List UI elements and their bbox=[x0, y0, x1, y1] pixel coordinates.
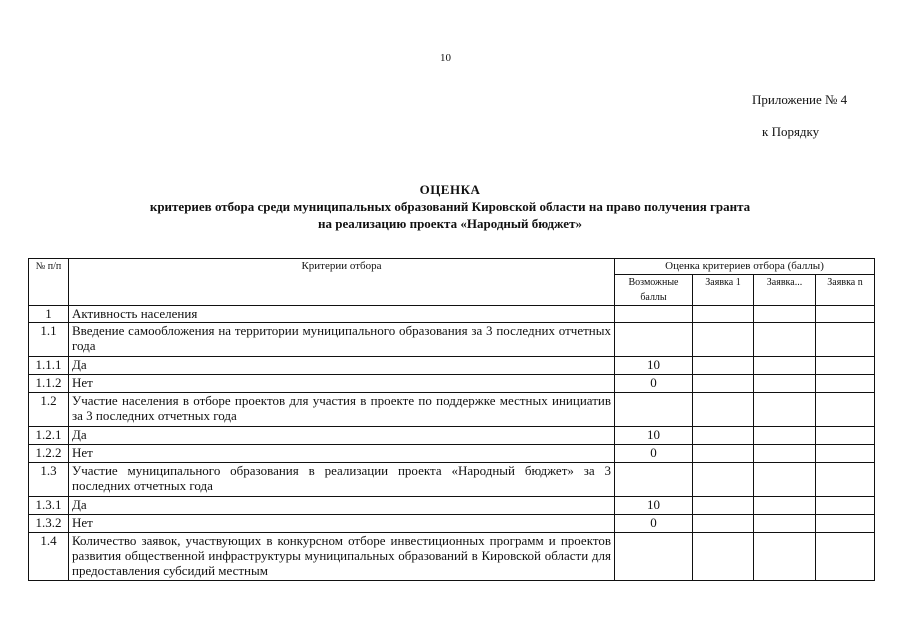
row-number: 1.2.1 bbox=[29, 427, 69, 445]
header-num: № п/п bbox=[29, 259, 69, 306]
table-row bbox=[29, 375, 875, 393]
table-row bbox=[29, 393, 875, 427]
row-points: 10 bbox=[615, 357, 693, 375]
row-number: 1.2 bbox=[29, 393, 69, 427]
table-row bbox=[29, 357, 875, 375]
appendix-number: Приложение № 4 bbox=[752, 92, 848, 107]
row-number: 1.1.2 bbox=[29, 375, 69, 393]
row-points: 0 bbox=[615, 375, 693, 393]
table-row bbox=[29, 463, 875, 497]
row-criteria: Участие населения в отборе проектов для участия в проекте по поддержке местных инициатив за 3 последних отчетных года bbox=[69, 393, 615, 427]
appendix-reference bbox=[752, 92, 848, 139]
row-points bbox=[615, 533, 693, 581]
document-title bbox=[60, 181, 840, 232]
row-criteria: Количество заявок, участвующих в конкурсном отборе инвестиционных программ и проектов развития общественной инфраструктуры муниципальных образований в Кировской области для предоставления субсидий местным bbox=[69, 533, 615, 581]
row-number: 1.3 bbox=[29, 463, 69, 497]
row-criteria: Нет bbox=[69, 515, 615, 533]
row-number: 1.3.2 bbox=[29, 515, 69, 533]
appendix-order-ref: к Порядку bbox=[762, 124, 820, 139]
page-number: 10 bbox=[440, 52, 451, 64]
title-main: ОЦЕНКА bbox=[419, 182, 481, 197]
row-criteria: Введение самообложения на территории муниципального образования за 3 последних отчетных года bbox=[69, 323, 615, 357]
table-row bbox=[29, 497, 875, 515]
row-points bbox=[615, 393, 693, 427]
row-points: 10 bbox=[615, 497, 693, 515]
table-row bbox=[29, 533, 875, 581]
row-criteria: Да bbox=[69, 427, 615, 445]
row-points: 0 bbox=[615, 515, 693, 533]
table-row bbox=[29, 306, 875, 323]
row-criteria: Участие муниципального образования в реализации проекта «Народный бюджет» за 3 последних отчетных года bbox=[69, 463, 615, 497]
header-possible-points: Возможные баллы bbox=[615, 275, 693, 306]
row-number: 1.1.1 bbox=[29, 357, 69, 375]
row-criteria: Активность населения bbox=[69, 306, 615, 323]
title-line-2: критериев отбора среди муниципальных образований Кировской области на право получения гранта bbox=[149, 199, 751, 214]
table-row bbox=[29, 515, 875, 533]
row-criteria: Да bbox=[69, 497, 615, 515]
row-points: 10 bbox=[615, 427, 693, 445]
row-number: 1.3.1 bbox=[29, 497, 69, 515]
table-row bbox=[29, 445, 875, 463]
row-criteria: Да bbox=[69, 357, 615, 375]
row-criteria: Нет bbox=[69, 375, 615, 393]
row-points bbox=[615, 463, 693, 497]
header-application-1: Заявка 1 bbox=[693, 275, 754, 306]
row-points: 0 bbox=[615, 445, 693, 463]
criteria-table bbox=[28, 258, 875, 581]
row-number: 1.1 bbox=[29, 323, 69, 357]
header-application-dots: Заявка... bbox=[754, 275, 816, 306]
row-criteria: Нет bbox=[69, 445, 615, 463]
header-application-n: Заявка n bbox=[816, 275, 875, 306]
header-criteria: Критерии отбора bbox=[69, 259, 615, 306]
header-evaluation: Оценка критериев отбора (баллы) bbox=[615, 259, 875, 275]
row-number: 1 bbox=[29, 306, 69, 323]
row-points bbox=[615, 306, 693, 323]
row-points bbox=[615, 323, 693, 357]
row-number: 1.2.2 bbox=[29, 445, 69, 463]
table-row bbox=[29, 427, 875, 445]
table-row bbox=[29, 323, 875, 357]
row-number: 1.4 bbox=[29, 533, 69, 581]
title-line-3: на реализацию проекта «Народный бюджет» bbox=[318, 216, 582, 231]
